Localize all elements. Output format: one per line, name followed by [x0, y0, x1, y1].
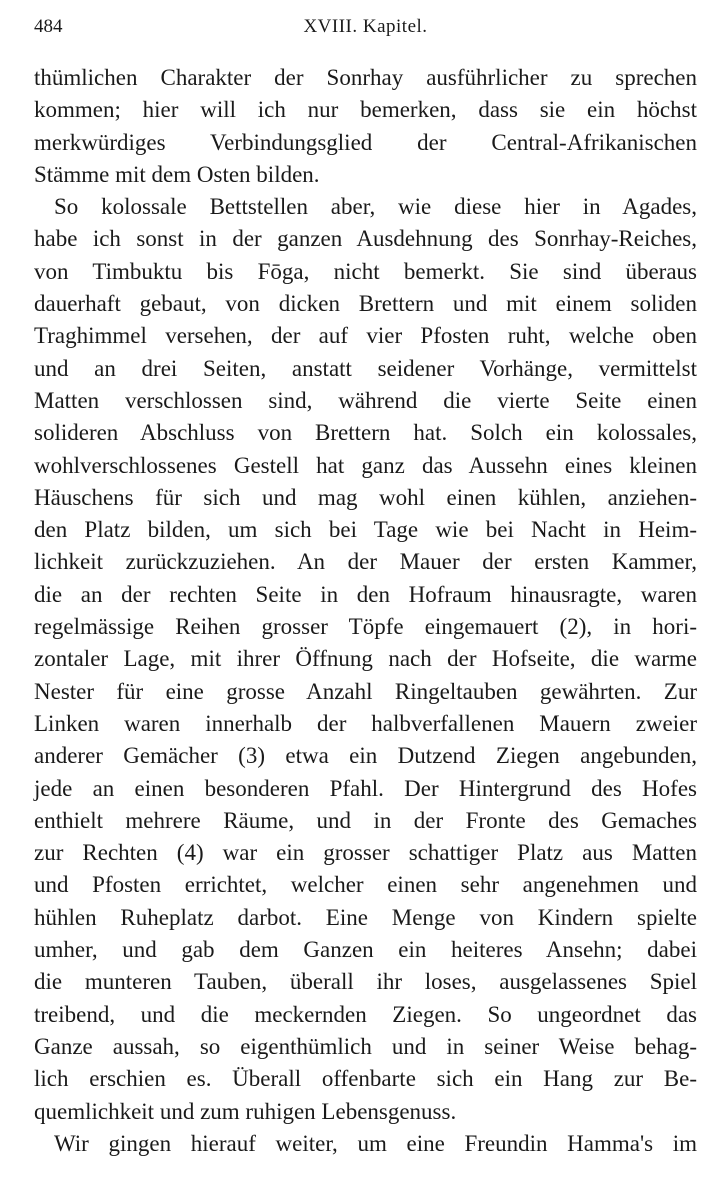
text-line: regelmässige Reihen grosser Töpfe eingemauert (2), in hori-: [34, 614, 697, 640]
text-line: anderer Gemächer (3) etwa ein Dutzend Ziegen angebunden,: [34, 743, 697, 769]
text-line: umher, und gab dem Ganzen ein heiteres Ansehn; dabei: [34, 937, 697, 963]
text-line: die an der rechten Seite in den Hofraum hinausragte, waren: [34, 581, 697, 607]
text-line: von Timbuktu bis Fōga, nicht bemerkt. Sie sind überaus: [34, 258, 697, 284]
text-line: Linken waren innerhalb der halbverfallenen Mauern zweier: [34, 710, 697, 736]
text-line: quemlichkeit und zum ruhigen Lebensgenuss.: [34, 1098, 457, 1124]
text-line: Wir gingen hierauf weiter, um eine Freundin Hamma's im: [54, 1130, 697, 1156]
text-line: die munteren Tauben, überall ihr loses, ausgelassenes Spiel: [34, 969, 697, 995]
text-line: kommen; hier will ich nur bemerken, dass sie ein höchst: [34, 97, 697, 123]
text-line: und Pfosten errichtet, welcher einen sehr angenehmen und: [34, 872, 697, 898]
text-line: habe ich sonst in der ganzen Ausdehnung des Sonrhay-Reiches,: [34, 226, 697, 252]
page-number: 484: [34, 16, 63, 37]
body-text: [34, 62, 697, 1160]
chapter-title: XVIII. Kapitel.: [303, 16, 428, 37]
text-line: und an drei Seiten, anstatt seidener Vorhänge, vermittelst: [34, 355, 697, 381]
text-line: treibend, und die meckernden Ziegen. So ungeordnet das: [34, 1001, 697, 1027]
text-line: enthielt mehrere Räume, und in der Fronte des Gemaches: [34, 807, 697, 833]
text-line: solideren Abschluss von Brettern hat. Solch ein kolossales,: [34, 420, 697, 446]
text-line: wohlverschlossenes Gestell hat ganz das Aussehn eines kleinen: [34, 452, 697, 478]
text-line: So kolossale Bettstellen aber, wie diese hier in Agades,: [54, 194, 697, 220]
text-line: jede an einen besonderen Pfahl. Der Hintergrund des Hofes: [34, 775, 697, 801]
text-line: thümlichen Charakter der Sonrhay ausführlicher zu sprechen: [34, 65, 697, 90]
text-line: den Platz bilden, um sich bei Tage wie bei Nacht in Heim-: [34, 517, 697, 543]
running-head: [34, 16, 697, 44]
text-line: Nester für eine grosse Anzahl Ringeltauben gewährten. Zur: [34, 678, 697, 704]
text-line: zontaler Lage, mit ihrer Öffnung nach der Hofseite, die warme: [34, 646, 697, 672]
text-line: dauerhaft gebaut, von dicken Brettern und mit einem soliden: [34, 291, 697, 317]
text-line: lich erschien es. Überall offenbarte sich ein Hang zur Be-: [34, 1066, 697, 1092]
text-line: hühlen Ruheplatz darbot. Eine Menge von Kindern spielte: [34, 904, 697, 930]
text-line: Häuschens für sich und mag wohl einen kühlen, anziehen-: [34, 484, 697, 510]
text-line: merkwürdiges Verbindungsglied der Central-Afrikanischen: [34, 129, 697, 155]
text-line: lichkeit zurückzuziehen. An der Mauer der ersten Kammer,: [34, 549, 697, 575]
text-line: Traghimmel versehen, der auf vier Pfosten ruht, welche oben: [34, 323, 697, 349]
text-line: Matten verschlossen sind, während die vierte Seite einen: [34, 387, 697, 413]
text-line: zur Rechten (4) war ein grosser schattiger Platz aus Matten: [34, 840, 697, 866]
text-line: Stämme mit dem Osten bilden.: [34, 161, 320, 187]
text-line: Ganze aussah, so eigenthümlich und in seiner Weise behag-: [34, 1033, 697, 1059]
